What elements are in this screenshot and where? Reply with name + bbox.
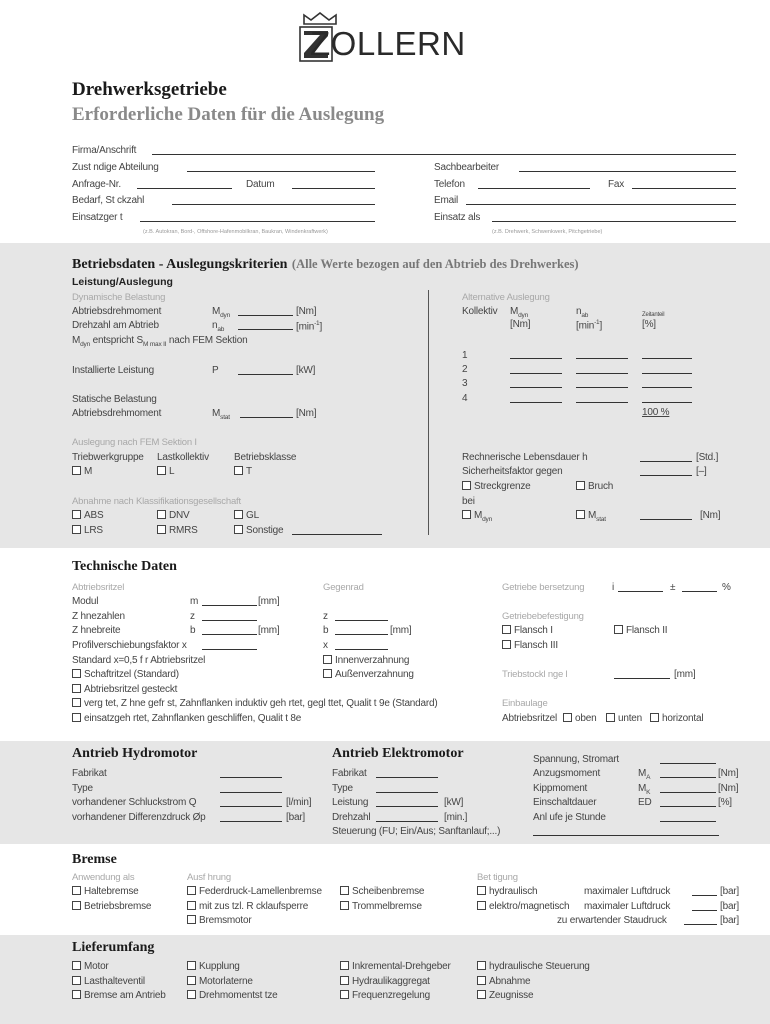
hydro-differenz-unit: [bar]: [286, 812, 306, 823]
einsatzgebiet-label: Einsatzger t: [72, 212, 123, 223]
einsatzgebiet-field[interactable]: [140, 221, 375, 222]
mdyn-entspricht-label: $M_{dyn}$ entspricht $S_{M max II}$ nach FEM Sektion: [72, 335, 248, 348]
mstat-unit: [Nm]: [296, 408, 317, 419]
telefon-field[interactable]: [478, 188, 590, 189]
modul-field[interactable]: [202, 605, 257, 606]
bei-unit: [Nm]: [700, 510, 721, 521]
lebensdauer-unit: [Std.]: [696, 452, 719, 463]
flansch3-checkbox[interactable]: Flansch III: [502, 640, 558, 651]
einschalt-field[interactable]: [660, 806, 716, 807]
halte-checkbox[interactable]: Haltebremse: [72, 886, 139, 897]
bedarf-field[interactable]: [172, 204, 375, 205]
elektro-heading: Antrieb Elektromotor: [332, 746, 464, 761]
staudruck-unit: [bar]: [720, 915, 740, 926]
elektro-type-label: Type: [332, 783, 353, 794]
hydro-type-field[interactable]: [220, 792, 282, 793]
drehzahl-label: Drehzahl am Abtrieb: [72, 320, 159, 331]
abs-checkbox[interactable]: ABS: [72, 510, 103, 521]
sachbearbeiter-label: Sachbearbeiter: [434, 162, 500, 173]
liefer-frequenzregelung-checkbox[interactable]: Frequenzregelung: [340, 990, 430, 1001]
t-checkbox[interactable]: T: [234, 466, 252, 477]
max-luft-unit-2: [bar]: [720, 901, 740, 912]
max-luft-unit-1: [bar]: [720, 886, 740, 897]
stat-belastung-label: Statische Belastung: [72, 394, 157, 405]
profil-field[interactable]: [202, 649, 257, 650]
liefer-motorlaterne-checkbox[interactable]: Motorlaterne: [187, 976, 253, 987]
einsatzgehaertet-checkbox[interactable]: einsatzgeh rtet, Zahnflanken geschliffen, Qualit t 8e: [72, 713, 301, 724]
mstat-checkbox[interactable]: $M_{stat}$: [576, 510, 606, 523]
mdyn-unit: [Nm]: [296, 306, 317, 317]
kollektiv-label: Kollektiv: [462, 306, 498, 317]
lebensdauer-label: Rechnerische Lebensdauer h: [462, 452, 588, 463]
nab-symbol: $n_{ab}$: [212, 320, 225, 333]
alt-r1-zeit[interactable]: [642, 358, 692, 359]
sachbearbeiter-field[interactable]: [519, 171, 736, 172]
schaftritzel-checkbox[interactable]: Schaftritzel (Standard): [72, 669, 179, 680]
p-unit: [kW]: [296, 365, 316, 376]
anlaeufe-label: Anl ufe je Stunde: [533, 812, 606, 823]
liefer-motor-checkbox[interactable]: Motor: [72, 961, 109, 972]
sonstige-field[interactable]: [292, 534, 382, 535]
profil-label: Profilverschiebungsfaktor x: [72, 640, 187, 651]
dnv-checkbox[interactable]: DNV: [157, 510, 190, 521]
gegenrad-b-unit: [mm]: [390, 625, 412, 636]
email-label: Email: [434, 195, 459, 206]
abteilung-label: Zust ndige Abteilung: [72, 162, 159, 173]
feder-checkbox[interactable]: Federdruck-Lamellenbremse: [187, 886, 322, 897]
abtriebsdrehmoment-label: Abtriebsdrehmoment: [72, 306, 162, 317]
sicherheit-label: Sicherheitsfaktor gegen: [462, 466, 563, 477]
streckgrenze-checkbox[interactable]: Streckgrenze: [462, 481, 531, 492]
hydro-fabrikat-field[interactable]: [220, 777, 282, 778]
alt-zeit-header: Zeitanteil [%]: [642, 312, 665, 330]
betriebsklasse-label: Betriebsklasse: [234, 452, 297, 463]
einsatzgebiet-hint: (z.B. Autokran, Bord-, Offshore-Hafenmobilkran, Baukran, Windenkraftwerk): [143, 229, 328, 235]
trommel-checkbox[interactable]: Trommelbremse: [340, 901, 422, 912]
elektro-steuerung-label: Steuerung (FU; Ein/Aus; Sanftanlauf;...): [332, 826, 501, 837]
elektro-type-field[interactable]: [376, 792, 438, 793]
triebstock-unit: [mm]: [674, 669, 696, 680]
fem-heading: Auslegung nach FEM Sektion I: [72, 437, 197, 448]
m-checkbox[interactable]: M: [72, 466, 92, 477]
zahnzahlen-field[interactable]: [202, 620, 257, 621]
bei-field[interactable]: [640, 519, 692, 520]
hydro-type-label: Type: [72, 783, 93, 794]
i-symbol: i: [612, 582, 615, 593]
hydro-differenz-field[interactable]: [220, 821, 282, 822]
zahnbreite-label: Z hnebreite: [72, 625, 121, 636]
alt-r2-mdyn[interactable]: [510, 373, 562, 374]
elektromagnetisch-checkbox[interactable]: elektro/magnetisch: [477, 901, 569, 912]
max-luft-field-1[interactable]: [692, 895, 717, 896]
abnahme-heading: Abnahme nach Klassifikationsgesellschaft: [72, 496, 241, 507]
elektro-fabrikat-label: Fabrikat: [332, 768, 367, 779]
leistung-heading: Leistung/Auslegung: [72, 276, 173, 288]
hydro-differenz-label: vorhandener Differenzdruck Øp: [72, 812, 206, 823]
max-luft-label-1: maximaler Luftdruck: [584, 886, 671, 897]
elektro-leistung-field[interactable]: [376, 806, 438, 807]
ausfuehrung-heading: Ausf hrung: [187, 872, 231, 883]
rucklauf-checkbox[interactable]: mit zus tzl. R cklaufsperre: [187, 901, 308, 912]
hydraulisch-checkbox[interactable]: hydraulisch: [477, 886, 537, 897]
einschalt-unit: [%]: [718, 797, 732, 808]
telefon-label: Telefon: [434, 179, 465, 190]
page-title: Drehwerksgetriebe: [72, 79, 227, 100]
gegenrad-heading: Gegenrad: [323, 582, 364, 593]
fax-label: Fax: [608, 179, 625, 190]
mk-symbol: $M_K$: [638, 783, 651, 796]
b-symbol: b: [190, 625, 196, 636]
unten-checkbox[interactable]: unten: [606, 713, 642, 724]
ma-symbol: $M_A$: [638, 768, 651, 781]
page-subtitle: Erforderliche Daten für die Auslegung: [72, 104, 385, 125]
bremse-heading: Bremse: [72, 852, 117, 867]
datum-label: Datum: [246, 179, 275, 190]
modul-label: Modul: [72, 596, 99, 607]
nab-unit: $[\min^{-1}]$: [296, 320, 323, 333]
hydro-schluck-field[interactable]: [220, 806, 282, 807]
anzug-unit: [Nm]: [718, 768, 739, 779]
liefer-zeugnisse-checkbox[interactable]: Zeugnisse: [477, 990, 533, 1001]
gegenrad-z-field[interactable]: [335, 620, 388, 621]
l-checkbox[interactable]: L: [157, 466, 174, 477]
zahnbreite-field[interactable]: [202, 634, 257, 635]
install-leistung-label: Installierte Leistung: [72, 365, 154, 376]
alt-r4-mdyn[interactable]: [510, 402, 562, 403]
technik-heading: Technische Daten: [72, 559, 177, 574]
bei-label: bei: [462, 496, 475, 507]
pm-symbol: ±: [670, 582, 676, 593]
sicherheit-unit: [–]: [696, 466, 707, 477]
horizontal-checkbox[interactable]: horizontal: [650, 713, 703, 724]
fax-field[interactable]: [632, 188, 736, 189]
triebstock-label: Triebstockl nge l: [502, 669, 568, 680]
alt-r3-zeit[interactable]: [642, 387, 692, 388]
sicherheit-field[interactable]: [640, 475, 692, 476]
uebersetzung-field[interactable]: [618, 591, 663, 592]
staudruck-label: zu erwartender Staudruck: [557, 915, 667, 926]
mstat-symbol: $M_{stat}$: [212, 408, 230, 421]
gesteckt-checkbox[interactable]: Abtriebsritzel gesteckt: [72, 684, 177, 695]
lieferumfang-heading: Lieferumfang: [72, 940, 155, 955]
betriebsdaten-heading: Betriebsdaten - Auslegungskriterien (Alle Werte bezogen auf den Abtrieb des Drehwerkes): [72, 257, 579, 272]
elektro-leistung-unit: [kW]: [444, 797, 464, 808]
p-symbol: P: [212, 365, 219, 376]
m-symbol: m: [190, 596, 199, 607]
alt-r4-nab[interactable]: [576, 402, 628, 403]
alt-row-3-label: 3: [462, 378, 468, 389]
elektro-leistung-label: Leistung: [332, 797, 369, 808]
alt-row-4-label: 4: [462, 393, 468, 404]
gegenrad-z-symbol: z: [323, 611, 328, 622]
alt-nab-header: $n_{ab}$ $[\min^{-1}]$: [576, 306, 603, 332]
modul-unit: [mm]: [258, 596, 280, 607]
gl-checkbox[interactable]: GL: [234, 510, 259, 521]
hydro-heading: Antrieb Hydromotor: [72, 746, 198, 761]
gegenrad-b-symbol: b: [323, 625, 329, 636]
betriebsbremse-checkbox[interactable]: Betriebsbremse: [72, 901, 151, 912]
bedarf-label: Bedarf, St ckzahl: [72, 195, 145, 206]
zahnzahlen-label: Z hnezahlen: [72, 611, 125, 622]
mstat-field[interactable]: [240, 417, 293, 418]
dyn-belastung-label: Dynamische Belastung: [72, 292, 166, 303]
alt-row-2-label: 2: [462, 364, 468, 375]
aussen-checkbox[interactable]: Außenverzahnung: [323, 669, 414, 680]
kipp-field[interactable]: [660, 792, 716, 793]
liefer-lasthalteventil-checkbox[interactable]: Lasthalteventil: [72, 976, 145, 987]
triebstock-field[interactable]: [614, 678, 670, 679]
liefer-hydraulikaggregat-checkbox[interactable]: Hydraulikaggregat: [340, 976, 430, 987]
alt-r3-mdyn[interactable]: [510, 387, 562, 388]
max-luft-field-2[interactable]: [692, 910, 717, 911]
alt-r2-nab[interactable]: [576, 373, 628, 374]
liefer-abnahme-checkbox[interactable]: Abnahme: [477, 976, 530, 987]
z-symbol: z: [190, 611, 195, 622]
spannung-label: Spannung, Stromart: [533, 754, 619, 765]
bremsmotor-checkbox[interactable]: Bremsmotor: [187, 915, 251, 926]
toleranz-unit: %: [722, 582, 731, 593]
alt-row-1-label: 1: [462, 350, 468, 361]
liefer-hydr-steuerung-checkbox[interactable]: hydraulische Steuerung: [477, 961, 590, 972]
mdyn-checkbox[interactable]: $M_{dyn}$: [462, 510, 492, 523]
betaetigung-heading: Bet tigung: [477, 872, 518, 883]
einbaulage-heading: Einbaulage: [502, 698, 548, 709]
mdyn-symbol: $M_{dyn}$: [212, 306, 231, 319]
alt-r3-nab[interactable]: [576, 387, 628, 388]
einbaulage-label: Abtriebsritzel: [502, 713, 557, 724]
rmrs-checkbox[interactable]: RMRS: [157, 525, 198, 536]
elektro-drehzahl-label: Drehzahl: [332, 812, 371, 823]
triebwerkgruppe-label: Triebwerkgruppe: [72, 452, 144, 463]
liefer-bremse-checkbox[interactable]: Bremse am Antrieb: [72, 990, 166, 1001]
elektro-drehzahl-unit: [min.]: [444, 812, 468, 823]
standard-label: Standard x=0,5 f r Abtriebsritzel: [72, 655, 206, 666]
firma-field[interactable]: [152, 154, 736, 155]
liefer-kupplung-checkbox[interactable]: Kupplung: [187, 961, 240, 972]
nab-field[interactable]: [238, 329, 293, 330]
staudruck-field[interactable]: [684, 924, 717, 925]
p-field[interactable]: [238, 374, 293, 375]
lebensdauer-field[interactable]: [640, 461, 692, 462]
hydro-schluck-unit: [l/min]: [286, 797, 312, 808]
einsatz-als-hint: (z.B. Drehwerk, Schwenkwerk, Pitchgetriebe): [492, 229, 603, 235]
toleranz-field[interactable]: [682, 591, 717, 592]
anzug-label: Anzugsmoment: [533, 768, 601, 779]
lastkollektiv-label: Lastkollektiv: [157, 452, 209, 463]
logo: [296, 12, 476, 64]
alt-r4-zeit[interactable]: [642, 402, 692, 403]
hydro-schluck-label: vorhandener Schluckstrom Q: [72, 797, 197, 808]
innen-checkbox[interactable]: Innenverzahnung: [323, 655, 409, 666]
alt-mdyn-header: $M_{dyn}$ [Nm]: [510, 306, 531, 330]
logo-text: ZOLLERN: [310, 25, 466, 62]
einsatz-als-label: Einsatz als: [434, 212, 481, 223]
lrs-checkbox[interactable]: LRS: [72, 525, 103, 536]
anfrage-label: Anfrage-Nr.: [72, 179, 121, 190]
zahnbreite-unit: [mm]: [258, 625, 280, 636]
bruch-checkbox[interactable]: Bruch: [576, 481, 613, 492]
alt-r1-nab[interactable]: [576, 358, 628, 359]
elektro-drehzahl-field[interactable]: [376, 821, 438, 822]
sonstige-checkbox[interactable]: Sonstige: [234, 525, 283, 536]
firma-label: Firma/Anschrift: [72, 145, 137, 156]
elektro-steuerung-field[interactable]: [533, 835, 719, 836]
anfrage-field[interactable]: [137, 188, 232, 189]
anwendung-heading: Anwendung als: [72, 872, 135, 883]
kipp-unit: [Nm]: [718, 783, 739, 794]
mdyn-field[interactable]: [238, 315, 293, 316]
alt-sum: 100 %: [642, 407, 670, 418]
flansch2-checkbox[interactable]: Flansch II: [614, 625, 667, 636]
spannung-field[interactable]: [660, 763, 716, 764]
liefer-drehgeber-checkbox[interactable]: Inkremental-Drehgeber: [340, 961, 451, 972]
alt-heading: Alternative Auslegung: [462, 292, 550, 303]
crown-icon: [302, 12, 338, 26]
ed-symbol: ED: [638, 797, 652, 808]
email-field[interactable]: [466, 204, 736, 205]
abtriebsdrehmoment-stat-label: Abtriebsdrehmoment: [72, 408, 162, 419]
max-luft-label-2: maximaler Luftdruck: [584, 901, 671, 912]
column-divider: [428, 290, 429, 535]
flansch1-checkbox[interactable]: Flansch I: [502, 625, 553, 636]
anzug-field[interactable]: [660, 777, 716, 778]
gegenrad-x-symbol: x: [323, 640, 328, 651]
liefer-drehmomentstuetze-checkbox[interactable]: Drehmomentst tze: [187, 990, 278, 1001]
befestigung-heading: Getriebebefestigung: [502, 611, 584, 622]
scheiben-checkbox[interactable]: Scheibenbremse: [340, 886, 424, 897]
einsatz-als-field[interactable]: [492, 221, 736, 222]
anlaeufe-field[interactable]: [660, 821, 716, 822]
gegenrad-x-field[interactable]: [335, 649, 388, 650]
gegenrad-b-field[interactable]: [335, 634, 388, 635]
hydro-fabrikat-label: Fabrikat: [72, 768, 107, 779]
elektro-fabrikat-field[interactable]: [376, 777, 438, 778]
abtriebsritzel-heading: Abtriebsritzel: [72, 582, 125, 593]
alt-r1-mdyn[interactable]: [510, 358, 562, 359]
oben-checkbox[interactable]: oben: [563, 713, 596, 724]
abteilung-field[interactable]: [187, 171, 375, 172]
alt-r2-zeit[interactable]: [642, 373, 692, 374]
datum-field[interactable]: [292, 188, 375, 189]
vergutet-checkbox[interactable]: verg tet, Z hne gefr st, Zahnflanken induktiv geh rtet, gegl ttet, Qualit t 9e (Standard): [72, 698, 438, 709]
einschalt-label: Einschaltdauer: [533, 797, 597, 808]
kipp-label: Kippmoment: [533, 783, 588, 794]
uebersetzung-label: Getriebe bersetzung: [502, 582, 585, 593]
